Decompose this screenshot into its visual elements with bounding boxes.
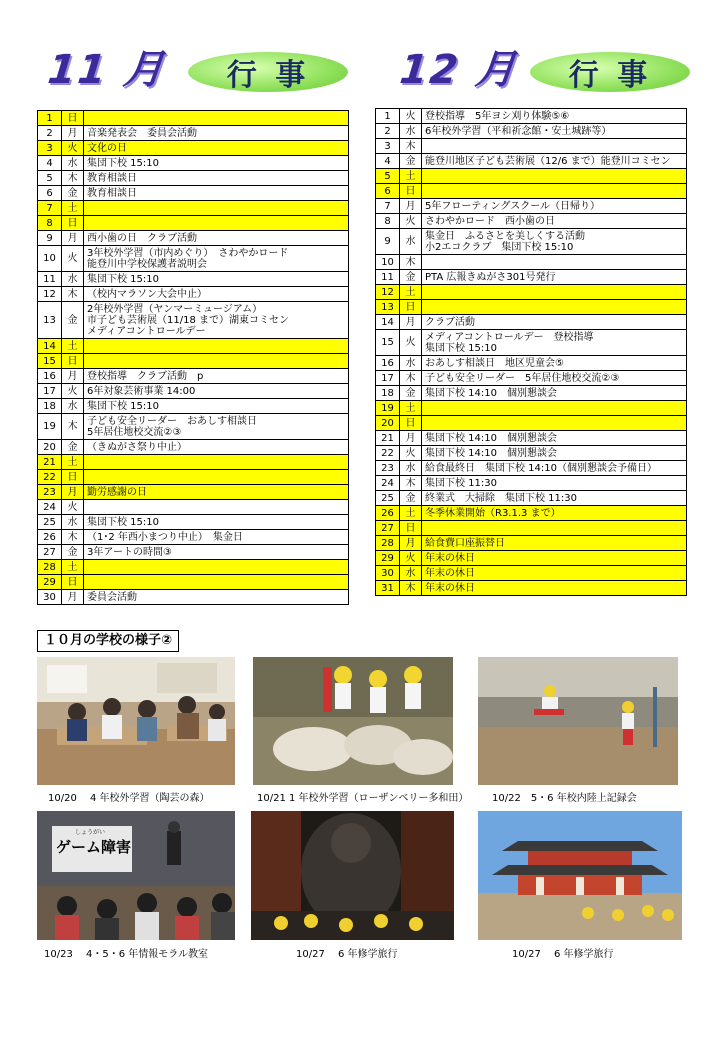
calendar-day: 3 [38,141,62,156]
calendar-row [376,154,687,169]
calendar-event [422,521,687,536]
calendar-day: 7 [376,199,400,214]
calendar-row [38,246,349,272]
calendar-day: 20 [376,416,400,431]
calendar-weekday: 火 [400,109,422,124]
november-title-kanji: 行 事 [188,52,348,92]
calendar-day: 30 [376,566,400,581]
calendar-day: 11 [38,272,62,287]
calendar-day: 10 [376,255,400,270]
calendar-event: 集団下校 14:10 個別懇談会 [422,386,687,401]
calendar-day: 12 [38,287,62,302]
calendar-event: 文化の日 [84,141,349,156]
calendar-day: 5 [376,169,400,184]
calendar-event: 給食費口座振替日 [422,536,687,551]
calendar-day: 20 [38,440,62,455]
calendar-row [38,201,349,216]
calendar-weekday: 火 [62,500,84,515]
calendar-weekday: 日 [400,416,422,431]
calendar-row [376,199,687,214]
calendar-weekday: 火 [400,330,422,356]
calendar-row [376,506,687,521]
calendar-weekday: 土 [400,169,422,184]
calendar-day: 28 [376,536,400,551]
calendar-row [38,455,349,470]
calendar-weekday: 火 [400,551,422,566]
calendar-weekday: 月 [62,485,84,500]
calendar-day: 2 [376,124,400,139]
calendar-weekday: 木 [62,171,84,186]
calendar-day: 11 [376,270,400,285]
calendar-day: 16 [376,356,400,371]
calendar-day: 14 [376,315,400,330]
calendar-day: 16 [38,369,62,384]
calendar-weekday: 水 [400,124,422,139]
pottery-class-image [37,657,235,785]
calendar-weekday: 月 [62,369,84,384]
calendar-event [422,169,687,184]
december-month-label: 12 月 [397,47,521,93]
calendar-weekday: 金 [62,186,84,201]
calendar-day: 23 [38,485,62,500]
calendar-row [38,186,349,201]
calendar-event [422,184,687,199]
calendar-event: 3年校外学習（市内めぐり） さわやかロード 能登川中学校保護者説明会 [84,246,349,272]
calendar-day: 5 [38,171,62,186]
calendar-weekday: 月 [62,126,84,141]
calendar-row [376,330,687,356]
calendar-event [84,111,349,126]
calendar-row [38,575,349,590]
calendar-row [376,214,687,229]
calendar-weekday: 土 [62,339,84,354]
calendar-event [422,416,687,431]
calendar-day: 27 [38,545,62,560]
calendar-row [376,300,687,315]
calendar-day: 15 [38,354,62,369]
calendar-weekday: 日 [62,111,84,126]
calendar-day: 31 [376,581,400,596]
calendar-day: 13 [38,302,62,339]
calendar-weekday: 月 [400,431,422,446]
calendar-row [38,354,349,369]
calendar-row [376,551,687,566]
calendar-event: 集団下校 15:10 [84,515,349,530]
calendar-day: 17 [38,384,62,399]
calendar-row [376,416,687,431]
calendar-weekday: 火 [62,246,84,272]
calendar-row [38,272,349,287]
calendar-day: 18 [38,399,62,414]
calendar-weekday: 日 [62,575,84,590]
calendar-row [376,446,687,461]
calendar-row [376,521,687,536]
calendar-event [84,470,349,485]
calendar-day: 13 [376,300,400,315]
calendar-event [84,339,349,354]
calendar-event [422,255,687,270]
calendar-weekday: 土 [400,285,422,300]
calendar-weekday: 日 [62,470,84,485]
calendar-event: 集団下校 14:10 個別懇談会 [422,446,687,461]
calendar-row [38,545,349,560]
calendar-row [38,515,349,530]
december-title-kanji: 行 事 [530,52,690,92]
calendar-event: 3年アートの時間③ [84,545,349,560]
calendar-weekday: 木 [400,139,422,154]
calendar-event: 年末の休日 [422,566,687,581]
calendar-row [376,566,687,581]
calendar-weekday: 木 [62,287,84,302]
calendar-weekday: 水 [400,461,422,476]
calendar-weekday: 金 [400,386,422,401]
calendar-day: 18 [376,386,400,401]
photo-caption: 10/21 1 年校外学習（ローザンベリー多和田） [257,793,469,804]
calendar-event [84,575,349,590]
calendar-day: 6 [376,184,400,199]
calendar-weekday: 金 [400,270,422,285]
calendar-day: 7 [38,201,62,216]
calendar-weekday: 金 [62,545,84,560]
calendar-day: 19 [38,414,62,440]
calendar-event: （校内マラソン大会中止） [84,287,349,302]
calendar-event: 6年校外学習（平和祈念館・安土城跡等） [422,124,687,139]
calendar-weekday: 水 [62,156,84,171]
calendar-weekday: 土 [62,201,84,216]
calendar-row [38,530,349,545]
calendar-weekday: 木 [400,581,422,596]
calendar-event [422,300,687,315]
calendar-weekday: 火 [400,214,422,229]
calendar-event: 音楽発表会 委員会活動 [84,126,349,141]
calendar-day: 4 [376,154,400,169]
calendar-day: 1 [38,111,62,126]
photo-caption: 10/20 4 年校外学習（陶芸の森） [48,793,210,804]
calendar-day: 4 [38,156,62,171]
calendar-row [376,139,687,154]
december-calendar-table [375,108,687,596]
calendar-row [38,302,349,339]
calendar-weekday: 木 [400,255,422,270]
calendar-event: 能登川地区子ども芸術展（12/6 まで）能登川コミセン [422,154,687,169]
calendar-day: 17 [376,371,400,386]
calendar-event [84,500,349,515]
calendar-row [38,369,349,384]
calendar-row [38,485,349,500]
november-header [45,40,368,100]
photo-caption: 10/27 6 年修学旅行 [296,949,398,960]
photo-caption: 10/22 5・6 年校内陸上記録会 [492,793,637,804]
calendar-event: 勤労感謝の日 [84,485,349,500]
calendar-weekday: 月 [400,536,422,551]
calendar-day: 8 [38,216,62,231]
calendar-day: 10 [38,246,62,272]
calendar-event [422,285,687,300]
calendar-weekday: 土 [62,455,84,470]
calendar-row [376,401,687,416]
calendar-row [38,384,349,399]
calendar-row [376,124,687,139]
calendar-weekday: 水 [400,229,422,255]
calendar-event [84,560,349,575]
calendar-row [38,216,349,231]
calendar-weekday: 土 [62,560,84,575]
calendar-weekday: 金 [62,440,84,455]
calendar-row [376,491,687,506]
calendar-event: おあしす相談日 地区児童会⑤ [422,356,687,371]
calendar-row [376,461,687,476]
calendar-row [376,431,687,446]
calendar-weekday: 火 [400,446,422,461]
moral-class-image [37,811,235,940]
calendar-weekday: 金 [62,302,84,339]
calendar-event: 登校指導 5年ヨシ刈り体験⑤⑥ [422,109,687,124]
track-meet-image [478,657,678,785]
calendar-weekday: 火 [62,141,84,156]
calendar-row [376,371,687,386]
calendar-row [38,111,349,126]
calendar-event: 終業式 大掃除 集団下校 11:30 [422,491,687,506]
calendar-row [376,255,687,270]
calendar-event: 冬季休業開始（R3.1.3 まで） [422,506,687,521]
calendar-row [38,339,349,354]
photo-palace-gate [478,811,682,940]
calendar-day: 22 [376,446,400,461]
calendar-weekday: 木 [400,476,422,491]
photo-pottery-class [37,657,235,785]
calendar-weekday: 土 [400,506,422,521]
calendar-day: 6 [38,186,62,201]
calendar-day: 21 [376,431,400,446]
photo-caption: 10/27 6 年修学旅行 [512,949,614,960]
calendar-weekday: 日 [400,184,422,199]
calendar-day: 23 [376,461,400,476]
calendar-row [376,536,687,551]
calendar-day: 30 [38,590,62,605]
calendar-event: 子ども安全リーダー 5年居住地校交流②③ [422,371,687,386]
calendar-day: 8 [376,214,400,229]
calendar-day: 29 [38,575,62,590]
calendar-day: 25 [38,515,62,530]
calendar-row [38,126,349,141]
calendar-event: 西小歯の日 クラブ活動 [84,231,349,246]
calendar-event: 集団下校 14:10 個別懇談会 [422,431,687,446]
calendar-weekday: 日 [62,354,84,369]
calendar-day: 21 [38,455,62,470]
calendar-weekday: 水 [62,399,84,414]
calendar-row [376,109,687,124]
calendar-day: 9 [376,229,400,255]
calendar-row [376,270,687,285]
calendar-row [376,581,687,596]
photo-caption: 10/23 4・5・6 年情報モラル教室 [44,949,208,960]
photo-track-meet [478,657,678,785]
calendar-row [376,184,687,199]
calendar-event [422,401,687,416]
calendar-event: 委員会活動 [84,590,349,605]
calendar-weekday: 水 [400,566,422,581]
calendar-event: メディアコントロールデー 登校指導 集団下校 15:10 [422,330,687,356]
calendar-row [376,229,687,255]
calendar-event: 年末の休日 [422,551,687,566]
calendar-day: 25 [376,491,400,506]
december-header [397,40,700,100]
calendar-weekday: 日 [400,300,422,315]
photo-great-buddha [251,811,454,940]
calendar-event: 子ども安全リーダー おあしす相談日 5年居住地校交流②③ [84,414,349,440]
calendar-weekday: 月 [400,315,422,330]
calendar-day: 2 [38,126,62,141]
calendar-weekday: 金 [400,154,422,169]
calendar-row [38,590,349,605]
sign-ruby: しょうがい [75,829,106,836]
sign-text: ゲーム障害 [56,838,132,856]
calendar-event: 集団下校 11:30 [422,476,687,491]
calendar-weekday: 水 [400,356,422,371]
calendar-day: 29 [376,551,400,566]
sheep-farm-image [253,657,453,785]
calendar-row [376,315,687,330]
great-buddha-image [251,811,454,940]
calendar-event: 2年校外学習（ヤンマーミュージアム） 市子ども芸術展（11/18 まで）湖東コミセン メディアコントロールデー [84,302,349,339]
calendar-event: 集団下校 15:10 [84,156,349,171]
calendar-row [38,399,349,414]
calendar-weekday: 木 [400,371,422,386]
calendar-weekday: 木 [62,530,84,545]
calendar-event [84,354,349,369]
calendar-event [422,139,687,154]
calendar-weekday: 水 [62,515,84,530]
calendar-row [376,386,687,401]
calendar-row [38,414,349,440]
photo-moral-class [37,811,235,940]
calendar-weekday: 月 [62,231,84,246]
calendar-event: さわやかロード 西小歯の日 [422,214,687,229]
calendar-row [38,470,349,485]
calendar-event: （1･2 年西小まつり中止） 集金日 [84,530,349,545]
calendar-weekday: 日 [62,216,84,231]
photo-sheep-farm [253,657,453,785]
calendar-event: 集団下校 15:10 [84,399,349,414]
calendar-day: 26 [376,506,400,521]
calendar-event: 集団下校 15:10 [84,272,349,287]
calendar-event: 教育相談日 [84,186,349,201]
calendar-event: 6年対象芸術事業 14:00 [84,384,349,399]
calendar-day: 12 [376,285,400,300]
calendar-day: 3 [376,139,400,154]
calendar-event [84,216,349,231]
calendar-day: 28 [38,560,62,575]
calendar-row [376,476,687,491]
calendar-weekday: 火 [62,384,84,399]
calendar-row [376,169,687,184]
calendar-row [38,171,349,186]
calendar-weekday: 日 [400,521,422,536]
calendar-event: 5年フローティングスクール（日帰り） [422,199,687,214]
calendar-event [84,455,349,470]
calendar-event: 登校指導 クラブ活動 p [84,369,349,384]
calendar-event: クラブ活動 [422,315,687,330]
calendar-day: 19 [376,401,400,416]
calendar-weekday: 月 [400,199,422,214]
october-section-title: １０月の学校の様子② [37,630,179,652]
calendar-event: 年末の休日 [422,581,687,596]
calendar-day: 26 [38,530,62,545]
calendar-day: 24 [38,500,62,515]
november-calendar-table [37,110,349,605]
calendar-day: 1 [376,109,400,124]
calendar-weekday: 土 [400,401,422,416]
calendar-weekday: 金 [400,491,422,506]
calendar-day: 15 [376,330,400,356]
calendar-day: 22 [38,470,62,485]
calendar-event: PTA 広報きぬがさ301号発行 [422,270,687,285]
calendar-weekday: 木 [62,414,84,440]
calendar-event: （きぬがさ祭り中止） [84,440,349,455]
calendar-weekday: 月 [62,590,84,605]
calendar-weekday: 水 [62,272,84,287]
calendar-row [38,287,349,302]
calendar-event: 給食最終日 集団下校 14:10（個別懇談会予備日） [422,461,687,476]
calendar-row [376,285,687,300]
calendar-row [38,141,349,156]
calendar-row [38,560,349,575]
calendar-row [38,156,349,171]
calendar-event: 教育相談日 [84,171,349,186]
calendar-row [38,440,349,455]
calendar-event [84,201,349,216]
calendar-row [38,500,349,515]
calendar-row [38,231,349,246]
palace-gate-image [478,811,682,940]
calendar-day: 24 [376,476,400,491]
calendar-day: 14 [38,339,62,354]
november-month-label: 11 月 [45,47,169,93]
calendar-event: 集金日 ふるさとを美しくする活動 小2エコクラブ 集団下校 15:10 [422,229,687,255]
calendar-day: 9 [38,231,62,246]
calendar-day: 27 [376,521,400,536]
calendar-row [376,356,687,371]
